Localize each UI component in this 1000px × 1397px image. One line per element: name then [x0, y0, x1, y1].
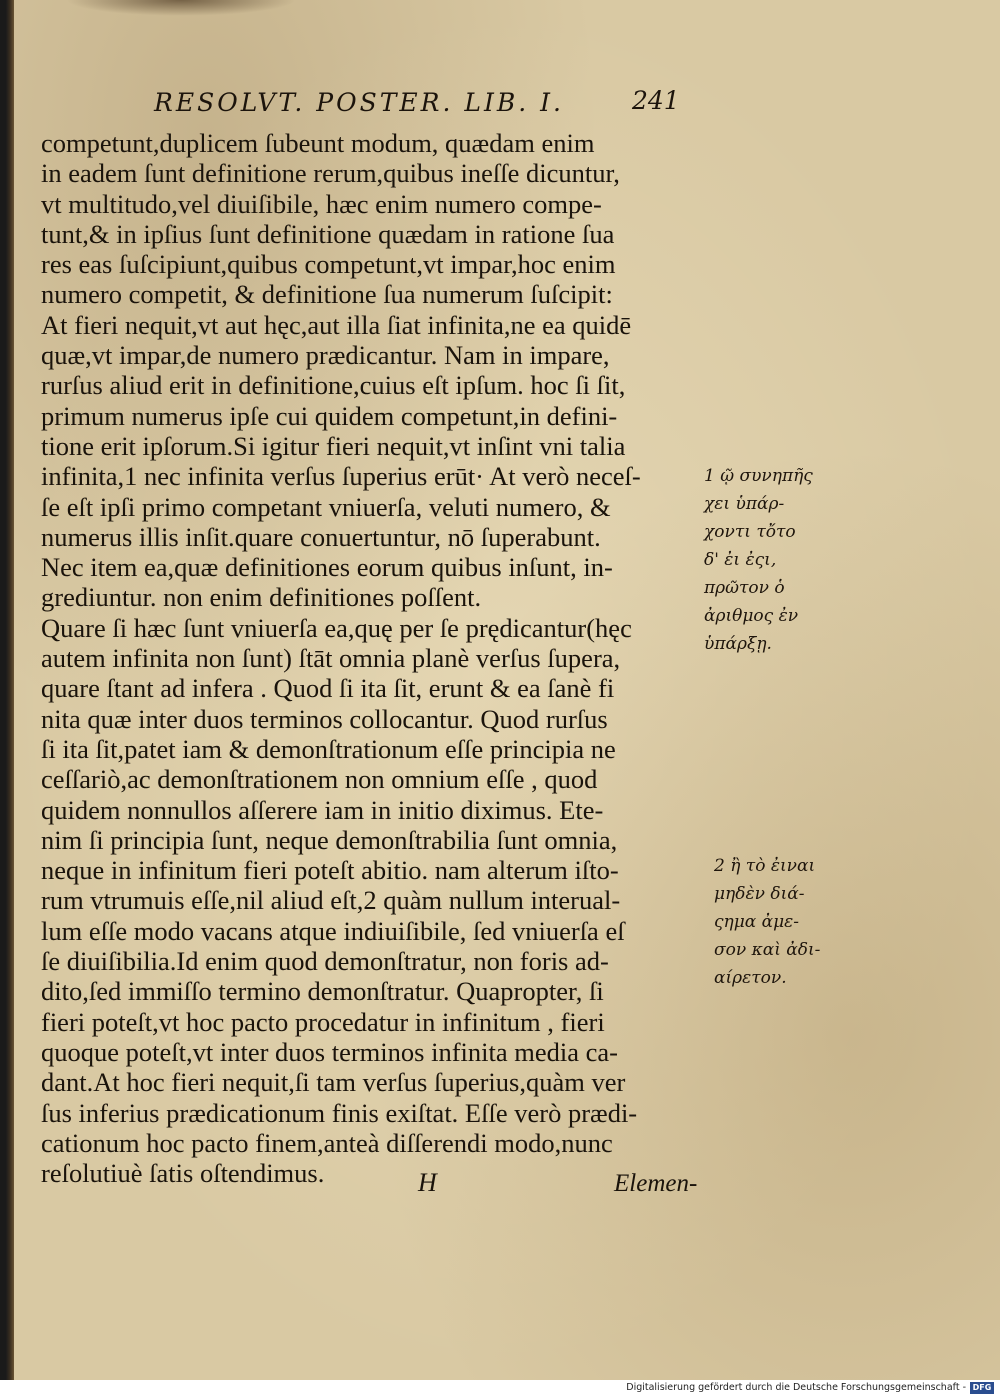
text-line: in eadem ſunt definitione rerum,quibus ineſſe dicuntur, [41, 158, 620, 189]
text-line: rurſus aliud erit in definitione,cuius eſt ipſum. hoc ſi ſit, [41, 370, 626, 401]
text-line: nita quæ inter duos terminos collocantur. Quod rurſus [41, 703, 608, 734]
margin-note-line: ὑπάρξῃ. [704, 634, 772, 654]
text-line: res eas ſuſcipiunt,quibus competunt,vt impar,hoc enim [41, 249, 616, 280]
book-page [6, 0, 1000, 1380]
text-line: dito,ſed immiſſo termino demonſtratur. Quapropter, ſi [41, 976, 604, 1007]
text-line: Nec item ea,quæ definitiones eorum quibus inſunt, in- [41, 552, 613, 583]
margin-note-1 [704, 462, 813, 658]
text-line: cationum hoc pacto finem,anteà diſſerendi modo,nunc [41, 1127, 613, 1158]
funding-credit: Digitalisierung gefördert durch die Deutsche Forschungsgemeinschaft - [626, 1382, 966, 1393]
margin-note-line: ἀριθμος ἐν [704, 606, 799, 626]
text-line: Quare ſi hæc ſunt vniuerſa ea,quę per ſe prędicantur(hęc [41, 612, 632, 643]
text-line: fieri poteſt,vt hoc pacto procedatur in infinitum , fieri [41, 1006, 605, 1037]
text-line: quare ſtant ad infera . Quod ſi ita ſit, erunt & ea ſanè fi [41, 673, 615, 704]
catchword: Elemen- [614, 1170, 698, 1197]
text-line: rum vtrumuis eſſe,nil aliud eſt,2 quàm nullum interual- [41, 885, 621, 916]
margin-note-line: αίρετον. [714, 968, 787, 988]
text-line: numerus illis inſit.quare conuertuntur, nō ſuperabunt. [41, 521, 601, 552]
text-line: numero competit, & definitione ſua numerum ſuſcipit: [41, 279, 613, 310]
page-number: 241 [632, 86, 680, 115]
page-header [146, 88, 686, 128]
page-binding-edge [6, 0, 14, 1380]
margin-note-line: 1 ῷ συνηπῆς [704, 466, 813, 486]
dfg-logo: DFG [970, 1382, 994, 1394]
page-stain [66, 0, 296, 16]
text-line: nim ſi principia ſunt, neque demonſtrabilia ſunt omnia, [41, 824, 618, 855]
margin-note-line: ςημα ἀμε- [714, 912, 800, 932]
running-head: RESOLVT. POSTER. LIB. I. [154, 88, 564, 117]
text-line: quæ,vt impar,de numero prædicantur. Nam in impare, [41, 340, 610, 371]
text-line: vt multitudo,vel diuiſibile, hæc enim numero compe- [41, 188, 602, 219]
margin-note-line: πρῶτον ὁ [704, 578, 785, 598]
text-line: quidem nonnullos aſſerere iam in initio diximus. Ete- [41, 794, 604, 825]
margin-note-2 [714, 852, 820, 992]
text-line: tunt,& in ipſius ſunt definitione quædam in ratione ſua [41, 218, 615, 249]
text-line: competunt,duplicem ſubeunt modum, quædam enim [41, 128, 595, 158]
text-line: primum numerus ipſe cui quidem competunt,in defini- [41, 400, 618, 431]
text-line: ſe diuiſibilia.Id enim quod demonſtratur, non foris ad- [41, 946, 609, 977]
text-line: autem infinita non ſunt) ſtāt omnia planè verſus ſupera, [41, 643, 621, 674]
text-line: reſolutiuè ſatis oſtendimus. [41, 1158, 325, 1189]
margin-note-line: χει ὑπάρ- [704, 494, 785, 514]
text-line: quoque poteſt,vt inter duos terminos infinita media ca- [41, 1036, 618, 1067]
margin-note-line: δ' ἐι ἐςι, [704, 550, 777, 570]
text-line: neque in infinitum fieri poteſt abitio. nam alterum iſto- [41, 855, 619, 886]
body-text [41, 128, 701, 1188]
text-line: At fieri nequit,vt aut hęc,aut illa ſiat infinita,ne ea quidē [41, 309, 632, 340]
margin-note-line: 2 ἢ τὸ ἐιναι [714, 856, 816, 876]
margin-note-line: σον καὶ ἀδι- [714, 940, 821, 960]
text-line: ſe eſt ipſi primo competant vniuerſa, veluti numero, & [41, 491, 611, 522]
text-line: dant.At hoc fieri nequit,ſi tam verſus ſuperius,quàm ver [41, 1067, 626, 1098]
text-line: grediuntur. non enim definitiones poſſent. [41, 582, 482, 613]
text-line: ſi ita ſit,patet iam & demonſtrationum eſſe principia ne [41, 733, 616, 764]
text-line: tione erit ipſorum.Si igitur fieri nequit,vt inſint vni talia [41, 430, 626, 461]
margin-note-line: χοντι τὄτο [704, 522, 796, 542]
text-line: ſus inferius prædicationum finis exiſtat. Eſſe verò prædi- [41, 1097, 638, 1128]
text-line: ceſſariò,ac demonſtrationem non omnium eſſe , quod [41, 764, 598, 795]
signature-mark: H [418, 1168, 437, 1197]
margin-note-line: μηδὲν διά- [714, 884, 805, 904]
text-line: infinita,1 nec infinita verſus ſuperius erūt· At verò neceſ- [41, 461, 641, 492]
text-line: lum eſſe modo vacans atque indiuiſibile, ſed vniuerſa eſ [41, 915, 625, 946]
